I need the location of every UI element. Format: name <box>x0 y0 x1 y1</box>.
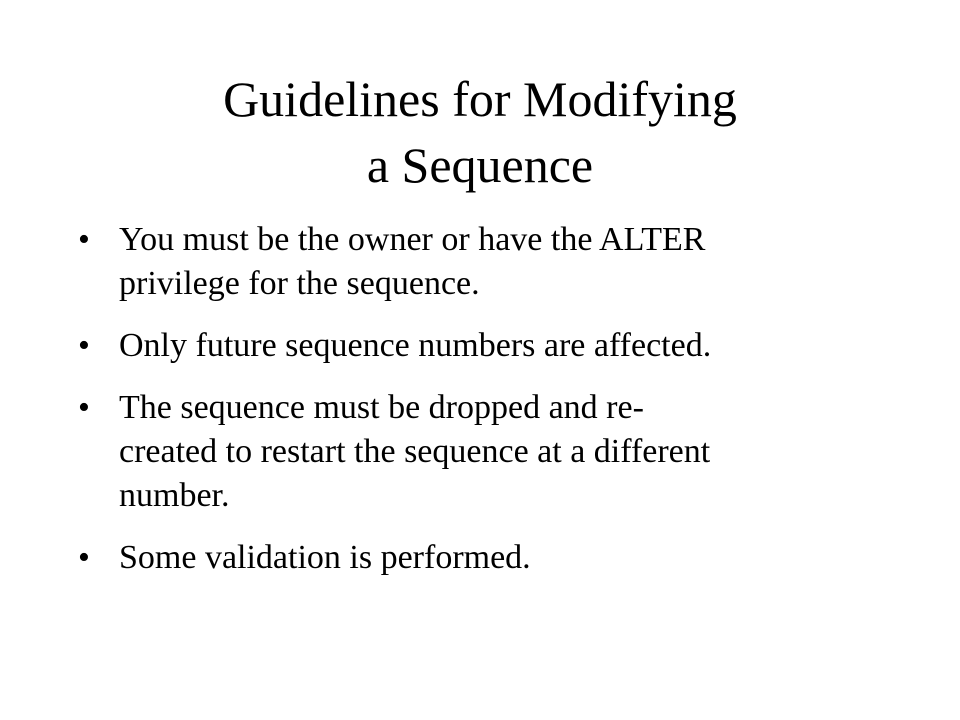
bullet-text-line: Some validation is performed. <box>119 539 531 576</box>
bullet-point-icon: • <box>78 539 90 576</box>
bullet-point-icon: • <box>78 327 90 364</box>
bullet-text-line: created to restart the sequence at a different <box>119 433 711 470</box>
bullet-text-line: Only future sequence numbers are affected. <box>119 327 712 364</box>
bullet-point-icon: • <box>78 221 90 258</box>
slide-title <box>80 66 880 198</box>
slide-title-line-1: Guidelines for Modifying <box>223 71 737 127</box>
slide-title-line-2: a Sequence <box>366 137 594 193</box>
bullet-item-owner-privilege <box>78 218 898 306</box>
bullet-text-line: You must be the owner or have the ALTER <box>119 221 706 258</box>
bullet-text-line: number. <box>119 477 230 514</box>
bullet-item-future-numbers <box>78 324 898 368</box>
bullet-text-line: The sequence must be dropped and re- <box>119 389 644 426</box>
bullet-item-validation <box>78 536 898 580</box>
bullet-item-drop-recreate <box>78 386 898 518</box>
bullet-point-icon: • <box>78 389 90 426</box>
bullet-list <box>78 218 898 598</box>
bullet-text-line: privilege for the sequence. <box>119 265 480 302</box>
